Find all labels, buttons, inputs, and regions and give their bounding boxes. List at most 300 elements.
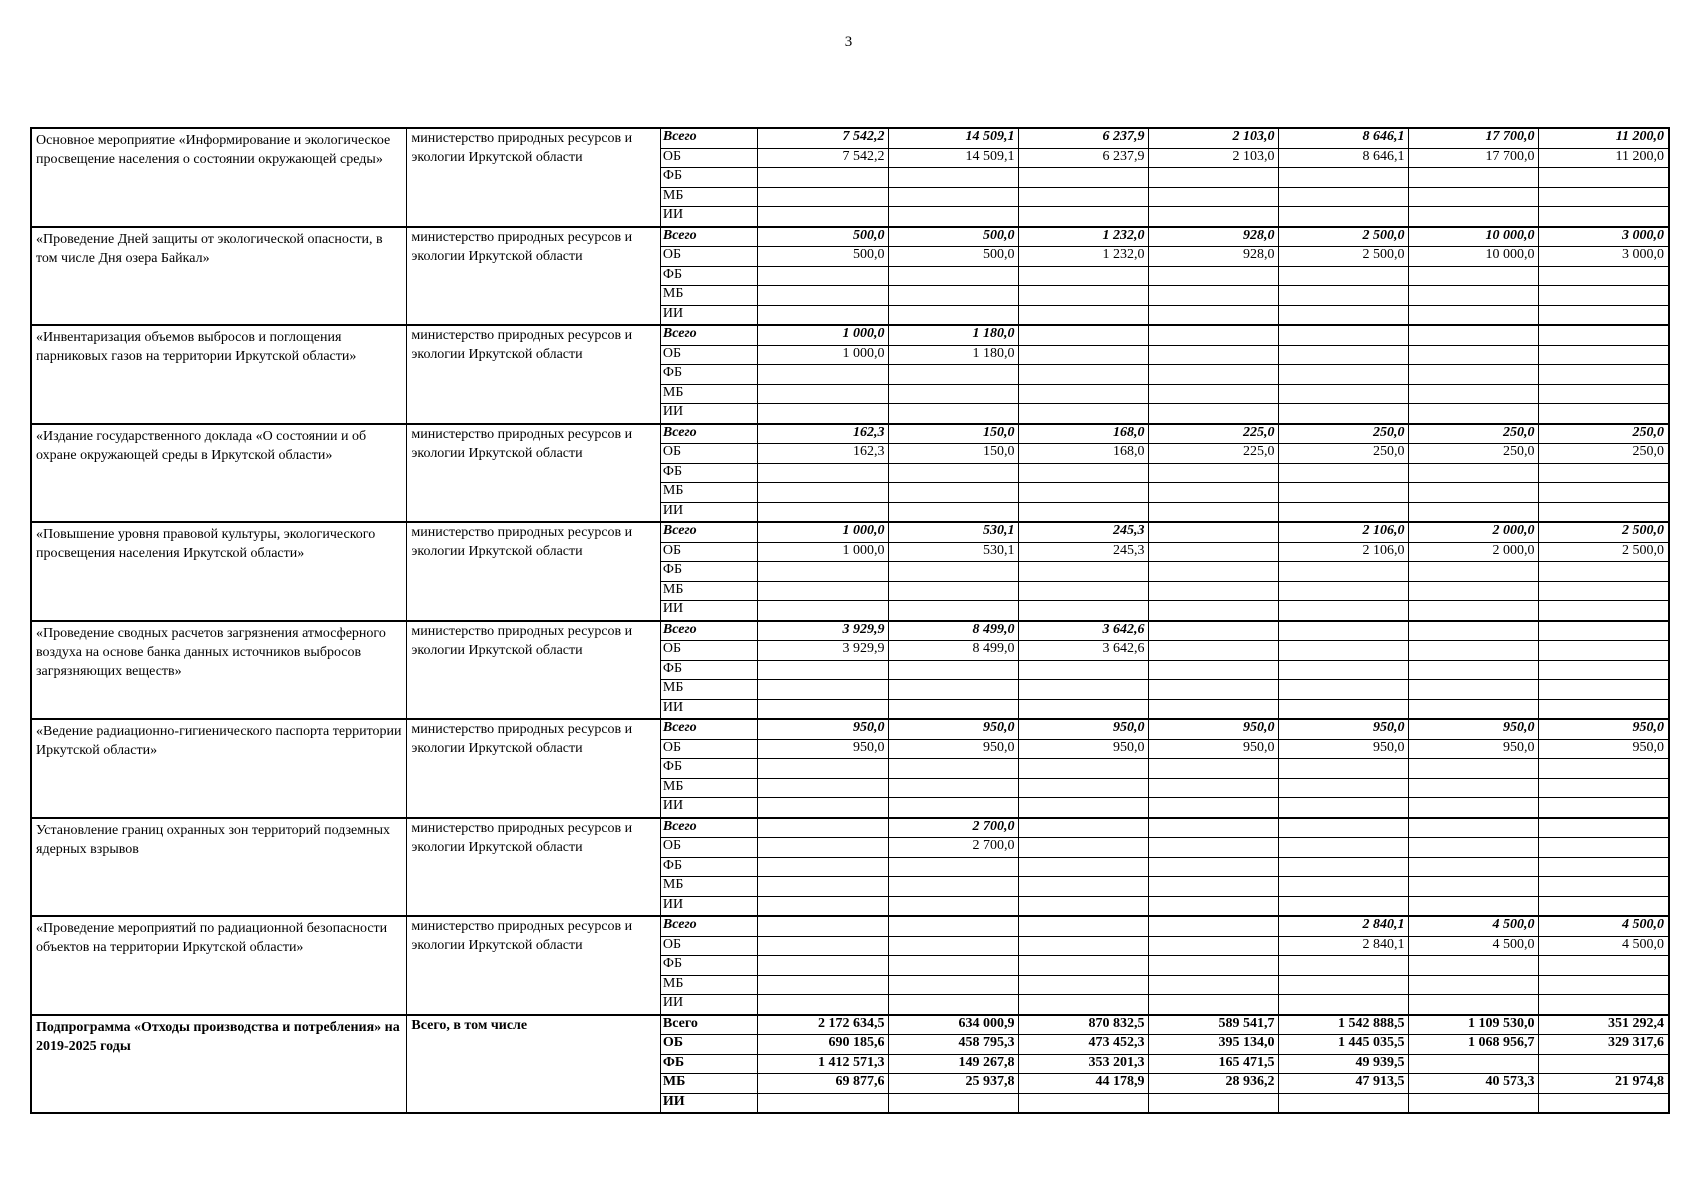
amount-cell: 3 000,0 — [1539, 247, 1669, 267]
amount-cell: 250,0 — [1409, 444, 1539, 464]
amount-cell — [1019, 857, 1149, 877]
amount-cell — [1019, 581, 1149, 601]
amount-cell — [889, 463, 1019, 483]
funding-source: ОБ — [660, 444, 758, 464]
amount-cell — [1019, 877, 1149, 897]
amount-cell — [1279, 621, 1409, 641]
amount-cell — [1279, 384, 1409, 404]
amount-cell: 950,0 — [1149, 719, 1279, 739]
amount-cell — [1539, 286, 1669, 306]
measure-name: «Ведение радиационно-гигиенического паспорта территории Иркутской области» — [31, 719, 407, 818]
amount-cell: 150,0 — [889, 424, 1019, 444]
amount-cell — [1409, 365, 1539, 385]
amount-cell — [1409, 956, 1539, 976]
amount-cell — [1279, 404, 1409, 424]
amount-cell — [889, 286, 1019, 306]
funding-source: Всего — [660, 424, 758, 444]
measure-name: Основное мероприятие «Информирование и экологическое просвещение населения о состоянии окружающей среды» — [31, 128, 407, 227]
amount-cell — [758, 286, 889, 306]
measure-group — [31, 325, 1669, 424]
amount-cell: 473 452,3 — [1019, 1035, 1149, 1055]
amount-cell — [1019, 207, 1149, 227]
measure-name: Установление границ охранных зон территорий подземных ядерных взрывов — [31, 818, 407, 917]
funding-source: ОБ — [660, 936, 758, 956]
amount-cell — [1019, 778, 1149, 798]
executor-name: министерство природных ресурсов и экологии Иркутской области — [407, 719, 661, 818]
measure-group — [31, 128, 1669, 227]
amount-cell — [889, 877, 1019, 897]
funding-source: МБ — [660, 877, 758, 897]
amount-cell — [1539, 838, 1669, 858]
amount-cell — [1539, 699, 1669, 719]
amount-cell: 950,0 — [758, 739, 889, 759]
amount-cell: 11 200,0 — [1539, 148, 1669, 168]
amount-cell: 250,0 — [1279, 424, 1409, 444]
amount-cell — [758, 562, 889, 582]
amount-cell — [889, 759, 1019, 779]
amount-cell: 870 832,5 — [1019, 1015, 1149, 1035]
amount-cell: 950,0 — [1539, 719, 1669, 739]
amount-cell — [1279, 345, 1409, 365]
amount-cell — [1019, 562, 1149, 582]
amount-cell: 2 000,0 — [1409, 542, 1539, 562]
amount-cell — [1409, 818, 1539, 838]
amount-cell — [889, 168, 1019, 188]
amount-cell — [1019, 601, 1149, 621]
amount-cell: 165 471,5 — [1149, 1054, 1279, 1074]
amount-cell — [889, 187, 1019, 207]
amount-cell — [889, 936, 1019, 956]
amount-cell — [1539, 641, 1669, 661]
amount-cell — [1539, 1093, 1669, 1113]
amount-cell — [889, 680, 1019, 700]
amount-cell — [758, 936, 889, 956]
amount-cell — [889, 305, 1019, 325]
amount-cell: 1 542 888,5 — [1279, 1015, 1409, 1035]
amount-cell — [1539, 404, 1669, 424]
amount-cell: 500,0 — [889, 247, 1019, 267]
amount-cell: 168,0 — [1019, 424, 1149, 444]
funding-source: ИИ — [660, 699, 758, 719]
funding-source: ФБ — [660, 759, 758, 779]
amount-cell — [1539, 877, 1669, 897]
amount-cell — [1539, 956, 1669, 976]
amount-cell — [1279, 601, 1409, 621]
amount-cell: 17 700,0 — [1409, 128, 1539, 148]
funding-source: Всего — [660, 1015, 758, 1035]
funding-source: ОБ — [660, 148, 758, 168]
amount-cell — [1279, 463, 1409, 483]
amount-cell — [1539, 384, 1669, 404]
amount-cell — [889, 1093, 1019, 1113]
amount-cell — [1539, 266, 1669, 286]
measure-name: «Проведение сводных расчетов загрязнения атмосферного воздуха на основе банка данных источников выбросов загрязняющих веществ» — [31, 621, 407, 720]
amount-cell — [758, 502, 889, 522]
amount-cell: 3 929,9 — [758, 641, 889, 661]
amount-cell — [1409, 384, 1539, 404]
amount-cell: 250,0 — [1279, 444, 1409, 464]
amount-cell — [758, 384, 889, 404]
amount-cell: 168,0 — [1019, 444, 1149, 464]
funding-source: Всего — [660, 621, 758, 641]
amount-cell: 2 500,0 — [1539, 522, 1669, 542]
amount-cell — [1539, 1054, 1669, 1074]
amount-cell — [1149, 660, 1279, 680]
measure-group — [31, 719, 1669, 818]
amount-cell — [758, 759, 889, 779]
amount-cell — [1149, 522, 1279, 542]
amount-cell: 8 646,1 — [1279, 128, 1409, 148]
amount-cell: 44 178,9 — [1019, 1074, 1149, 1094]
amount-cell — [1539, 798, 1669, 818]
amount-cell: 14 509,1 — [889, 128, 1019, 148]
amount-cell — [1019, 818, 1149, 838]
funding-source: ФБ — [660, 168, 758, 188]
executor-name: министерство природных ресурсов и экологии Иркутской области — [407, 424, 661, 523]
amount-cell — [1149, 483, 1279, 503]
amount-cell — [889, 601, 1019, 621]
executor-name: министерство природных ресурсов и экологии Иркутской области — [407, 128, 661, 227]
amount-cell: 950,0 — [889, 719, 1019, 739]
amount-cell — [1409, 1054, 1539, 1074]
amount-cell — [1019, 1093, 1149, 1113]
amount-cell: 8 499,0 — [889, 641, 1019, 661]
amount-cell: 2 500,0 — [1279, 247, 1409, 267]
amount-cell: 928,0 — [1149, 247, 1279, 267]
amount-cell — [1149, 699, 1279, 719]
amount-cell: 2 700,0 — [889, 818, 1019, 838]
funding-source: ОБ — [660, 1035, 758, 1055]
measure-name: «Инвентаризация объемов выбросов и поглощения парниковых газов на территории Иркутской области» — [31, 325, 407, 424]
funding-source: ОБ — [660, 542, 758, 562]
amount-cell — [1539, 463, 1669, 483]
amount-cell: 4 500,0 — [1409, 936, 1539, 956]
amount-cell — [1279, 896, 1409, 916]
amount-cell — [1149, 916, 1279, 936]
funding-source: Всего — [660, 227, 758, 247]
amount-cell — [1539, 562, 1669, 582]
amount-cell — [1539, 975, 1669, 995]
amount-cell — [1019, 463, 1149, 483]
amount-cell — [1019, 798, 1149, 818]
amount-cell — [1149, 286, 1279, 306]
amount-cell — [1019, 956, 1149, 976]
amount-cell — [1409, 975, 1539, 995]
amount-cell — [1409, 995, 1539, 1015]
amount-cell: 7 542,2 — [758, 128, 889, 148]
amount-cell — [1149, 936, 1279, 956]
table-row — [31, 621, 1669, 641]
amount-cell: 634 000,9 — [889, 1015, 1019, 1035]
amount-cell — [1019, 483, 1149, 503]
amount-cell: 500,0 — [889, 227, 1019, 247]
amount-cell — [1409, 896, 1539, 916]
amount-cell: 11 200,0 — [1539, 128, 1669, 148]
amount-cell — [758, 404, 889, 424]
funding-source: МБ — [660, 581, 758, 601]
amount-cell: 353 201,3 — [1019, 1054, 1149, 1074]
funding-source: Всего — [660, 128, 758, 148]
amount-cell — [758, 680, 889, 700]
amount-cell — [1539, 581, 1669, 601]
amount-cell — [889, 562, 1019, 582]
amount-cell — [1149, 502, 1279, 522]
amount-cell — [889, 857, 1019, 877]
funding-source: Всего — [660, 916, 758, 936]
amount-cell — [1149, 365, 1279, 385]
amount-cell — [758, 798, 889, 818]
amount-cell: 1 000,0 — [758, 522, 889, 542]
amount-cell — [1019, 916, 1149, 936]
amount-cell — [1279, 975, 1409, 995]
table-row — [31, 227, 1669, 247]
amount-cell: 1 068 956,7 — [1409, 1035, 1539, 1055]
amount-cell: 950,0 — [889, 739, 1019, 759]
funding-source: ИИ — [660, 798, 758, 818]
amount-cell — [1539, 778, 1669, 798]
amount-cell: 2 840,1 — [1279, 916, 1409, 936]
funding-source: Всего — [660, 325, 758, 345]
amount-cell — [1409, 838, 1539, 858]
amount-cell — [1019, 286, 1149, 306]
amount-cell — [1019, 502, 1149, 522]
amount-cell — [758, 1093, 889, 1113]
amount-cell: 162,3 — [758, 424, 889, 444]
amount-cell — [889, 778, 1019, 798]
amount-cell — [1279, 699, 1409, 719]
amount-cell — [1409, 641, 1539, 661]
amount-cell — [758, 660, 889, 680]
amount-cell — [1409, 502, 1539, 522]
executor-name: министерство природных ресурсов и экологии Иркутской области — [407, 227, 661, 326]
measure-group — [31, 227, 1669, 326]
amount-cell — [1409, 168, 1539, 188]
amount-cell — [889, 483, 1019, 503]
table-row — [31, 325, 1669, 345]
amount-cell: 2 500,0 — [1539, 542, 1669, 562]
amount-cell: 1 000,0 — [758, 345, 889, 365]
amount-cell — [1149, 995, 1279, 1015]
amount-cell — [1149, 621, 1279, 641]
amount-cell: 2 106,0 — [1279, 542, 1409, 562]
amount-cell — [889, 699, 1019, 719]
executor-name: министерство природных ресурсов и экологии Иркутской области — [407, 916, 661, 1015]
amount-cell: 530,1 — [889, 522, 1019, 542]
amount-cell — [1279, 798, 1409, 818]
amount-cell — [758, 581, 889, 601]
amount-cell — [1539, 759, 1669, 779]
amount-cell — [1149, 956, 1279, 976]
amount-cell — [1409, 660, 1539, 680]
measure-name: Подпрограмма «Отходы производства и потребления» на 2019-2025 годы — [31, 1015, 407, 1114]
amount-cell — [1279, 305, 1409, 325]
amount-cell: 1 232,0 — [1019, 227, 1149, 247]
amount-cell — [1149, 896, 1279, 916]
amount-cell — [1019, 699, 1149, 719]
amount-cell: 162,3 — [758, 444, 889, 464]
amount-cell — [1019, 168, 1149, 188]
amount-cell — [1019, 660, 1149, 680]
amount-cell — [1539, 896, 1669, 916]
amount-cell — [1149, 759, 1279, 779]
amount-cell: 1 412 571,3 — [758, 1054, 889, 1074]
amount-cell — [1409, 1093, 1539, 1113]
amount-cell: 2 500,0 — [1279, 227, 1409, 247]
amount-cell: 1 180,0 — [889, 345, 1019, 365]
amount-cell — [1019, 759, 1149, 779]
amount-cell: 28 936,2 — [1149, 1074, 1279, 1094]
amount-cell — [1409, 325, 1539, 345]
amount-cell: 17 700,0 — [1409, 148, 1539, 168]
amount-cell: 1 000,0 — [758, 542, 889, 562]
amount-cell — [1539, 502, 1669, 522]
amount-cell: 690 185,6 — [758, 1035, 889, 1055]
executor-name: министерство природных ресурсов и экологии Иркутской области — [407, 621, 661, 720]
amount-cell: 225,0 — [1149, 424, 1279, 444]
amount-cell: 950,0 — [1149, 739, 1279, 759]
amount-cell — [758, 601, 889, 621]
amount-cell: 2 106,0 — [1279, 522, 1409, 542]
amount-cell — [758, 778, 889, 798]
funding-source: ИИ — [660, 601, 758, 621]
funding-source: ИИ — [660, 1093, 758, 1113]
amount-cell — [1409, 463, 1539, 483]
amount-cell — [889, 207, 1019, 227]
amount-cell — [1279, 1093, 1409, 1113]
executor-name: министерство природных ресурсов и экологии Иркутской области — [407, 818, 661, 917]
amount-cell — [1149, 463, 1279, 483]
amount-cell — [889, 384, 1019, 404]
amount-cell — [1149, 838, 1279, 858]
amount-cell — [1279, 325, 1409, 345]
funding-source: Всего — [660, 818, 758, 838]
amount-cell — [1279, 562, 1409, 582]
funding-source: ИИ — [660, 404, 758, 424]
table-row — [31, 916, 1669, 936]
amount-cell: 3 929,9 — [758, 621, 889, 641]
amount-cell — [1409, 266, 1539, 286]
amount-cell — [1409, 798, 1539, 818]
amount-cell — [758, 207, 889, 227]
funding-source: ОБ — [660, 247, 758, 267]
amount-cell — [1409, 404, 1539, 424]
amount-cell — [889, 502, 1019, 522]
amount-cell — [1279, 365, 1409, 385]
amount-cell: 47 913,5 — [1279, 1074, 1409, 1094]
amount-cell — [1539, 818, 1669, 838]
amount-cell — [1149, 345, 1279, 365]
amount-cell — [758, 818, 889, 838]
amount-cell — [758, 975, 889, 995]
amount-cell — [1279, 207, 1409, 227]
amount-cell — [1149, 680, 1279, 700]
funding-source: ФБ — [660, 365, 758, 385]
amount-cell — [1279, 581, 1409, 601]
amount-cell — [889, 365, 1019, 385]
amount-cell — [1539, 187, 1669, 207]
amount-cell — [1279, 877, 1409, 897]
amount-cell — [1409, 601, 1539, 621]
measure-group — [31, 621, 1669, 720]
amount-cell: 4 500,0 — [1539, 936, 1669, 956]
amount-cell: 329 317,6 — [1539, 1035, 1669, 1055]
amount-cell — [1019, 404, 1149, 424]
measure-group — [31, 916, 1669, 1015]
amount-cell — [1019, 365, 1149, 385]
amount-cell — [1409, 562, 1539, 582]
amount-cell — [1279, 680, 1409, 700]
amount-cell — [1149, 266, 1279, 286]
amount-cell — [1149, 404, 1279, 424]
amount-cell: 21 974,8 — [1539, 1074, 1669, 1094]
funding-source: ФБ — [660, 857, 758, 877]
amount-cell: 1 445 035,5 — [1279, 1035, 1409, 1055]
amount-cell — [758, 699, 889, 719]
amount-cell — [1539, 601, 1669, 621]
amount-cell — [1279, 818, 1409, 838]
amount-cell — [1409, 857, 1539, 877]
amount-cell — [1019, 936, 1149, 956]
amount-cell: 2 700,0 — [889, 838, 1019, 858]
funding-source: МБ — [660, 975, 758, 995]
amount-cell: 500,0 — [758, 247, 889, 267]
budget-table — [30, 127, 1670, 1114]
amount-cell — [758, 365, 889, 385]
amount-cell — [889, 266, 1019, 286]
amount-cell — [889, 798, 1019, 818]
funding-source: ФБ — [660, 266, 758, 286]
amount-cell: 69 877,6 — [758, 1074, 889, 1094]
measure-group — [31, 522, 1669, 621]
funding-source: МБ — [660, 1074, 758, 1094]
amount-cell — [1149, 305, 1279, 325]
amount-cell — [1149, 798, 1279, 818]
amount-cell — [1539, 345, 1669, 365]
amount-cell: 351 292,4 — [1539, 1015, 1669, 1035]
amount-cell: 150,0 — [889, 444, 1019, 464]
amount-cell: 8 499,0 — [889, 621, 1019, 641]
amount-cell: 2 103,0 — [1149, 128, 1279, 148]
amount-cell — [1019, 325, 1149, 345]
amount-cell: 250,0 — [1539, 444, 1669, 464]
amount-cell — [1409, 207, 1539, 227]
amount-cell: 6 237,9 — [1019, 128, 1149, 148]
amount-cell — [1279, 286, 1409, 306]
amount-cell: 3 642,6 — [1019, 621, 1149, 641]
executor-name: Всего, в том числе — [407, 1015, 661, 1114]
amount-cell: 2 103,0 — [1149, 148, 1279, 168]
amount-cell: 950,0 — [1409, 739, 1539, 759]
amount-cell: 3 642,6 — [1019, 641, 1149, 661]
amount-cell — [1019, 305, 1149, 325]
amount-cell — [889, 995, 1019, 1015]
amount-cell — [1279, 266, 1409, 286]
funding-source: ИИ — [660, 995, 758, 1015]
table-row — [31, 522, 1669, 542]
amount-cell: 4 500,0 — [1539, 916, 1669, 936]
amount-cell — [758, 956, 889, 976]
amount-cell: 10 000,0 — [1409, 227, 1539, 247]
amount-cell: 14 509,1 — [889, 148, 1019, 168]
amount-cell — [889, 581, 1019, 601]
amount-cell — [758, 896, 889, 916]
amount-cell: 950,0 — [1409, 719, 1539, 739]
amount-cell — [1279, 660, 1409, 680]
amount-cell — [1279, 641, 1409, 661]
measure-name: «Издание государственного доклада «О состоянии и об охране окружающей среды в Иркутской области» — [31, 424, 407, 523]
amount-cell — [1539, 365, 1669, 385]
table-row — [31, 424, 1669, 444]
